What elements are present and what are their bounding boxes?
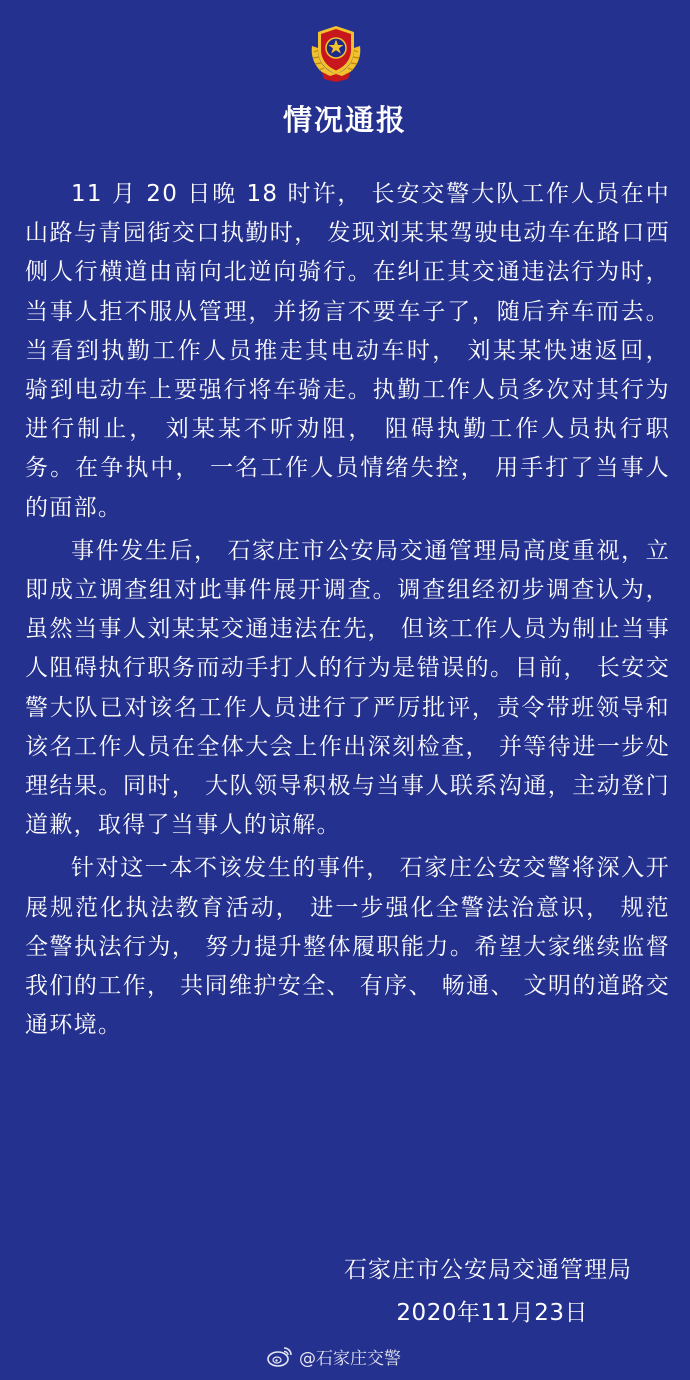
issuer-signature: 石家庄市公安局交通管理局 bbox=[344, 1257, 632, 1283]
notice-paragraph-2: 事件发生后， 石家庄市公安局交通管理局高度重视，立即成立调查组对此事件展开调查。调查组经初步调查认为， 虽然当事人刘某某交通违法在先， 但该工作人员为制止当事人阻碍执行职务而动手打人的行为是错误的。目前， 长安交警大队已对该名工作人员进行了严厉批评，责令带班领导和该名工作人员在全体大会上作出深刻检查， 并等待进一步处理结果。同时， 大队领导积极与当事人联系沟通，主动登门道歉，取得了当事人的谅解。 bbox=[25, 537, 670, 839]
issue-date: 2020年11月23日 bbox=[396, 1300, 588, 1326]
notice-title: 情况通报 bbox=[282, 103, 407, 137]
notice-body bbox=[25, 175, 670, 1045]
notice-paragraph-1: 11 月 20 日晚 18 时许， 长安交警大队工作人员在中山路与青园街交口执勤时， 发现刘某某驾驶电动车在路口西侧人行横道由南向北逆向骑行。在纠正其交通违法行为时，当事人拒不服从管理，并扬言不要车子了，随后弃车而去。当看到执勤工作人员推走其电动车时， 刘某某快速返回， 骑到电动车上要强行将车骑走。执勤工作人员多次对其行为进行制止， 刘某某不听劝阻， 阻碍执勤工作人员执行职务。在争执中， 一名工作人员情绪失控， 用手打了当事人的面部。 bbox=[25, 181, 670, 521]
weibo-icon bbox=[266, 1344, 294, 1368]
police-emblem-icon bbox=[304, 22, 368, 84]
weibo-watermark bbox=[266, 1343, 401, 1369]
weibo-account-name: @石家庄交警 bbox=[299, 1348, 401, 1369]
notice-paragraph-3: 针对这一本不该发生的事件， 石家庄公安交警将深入开展规范化执法教育活动， 进一步强化全警法治意识， 规范全警执法行为， 努力提升整体履职能力。希望大家继续监督我们的工作， 共同维护安全、 有序、 畅通、 文明的道路交通环境。 bbox=[25, 855, 670, 1039]
